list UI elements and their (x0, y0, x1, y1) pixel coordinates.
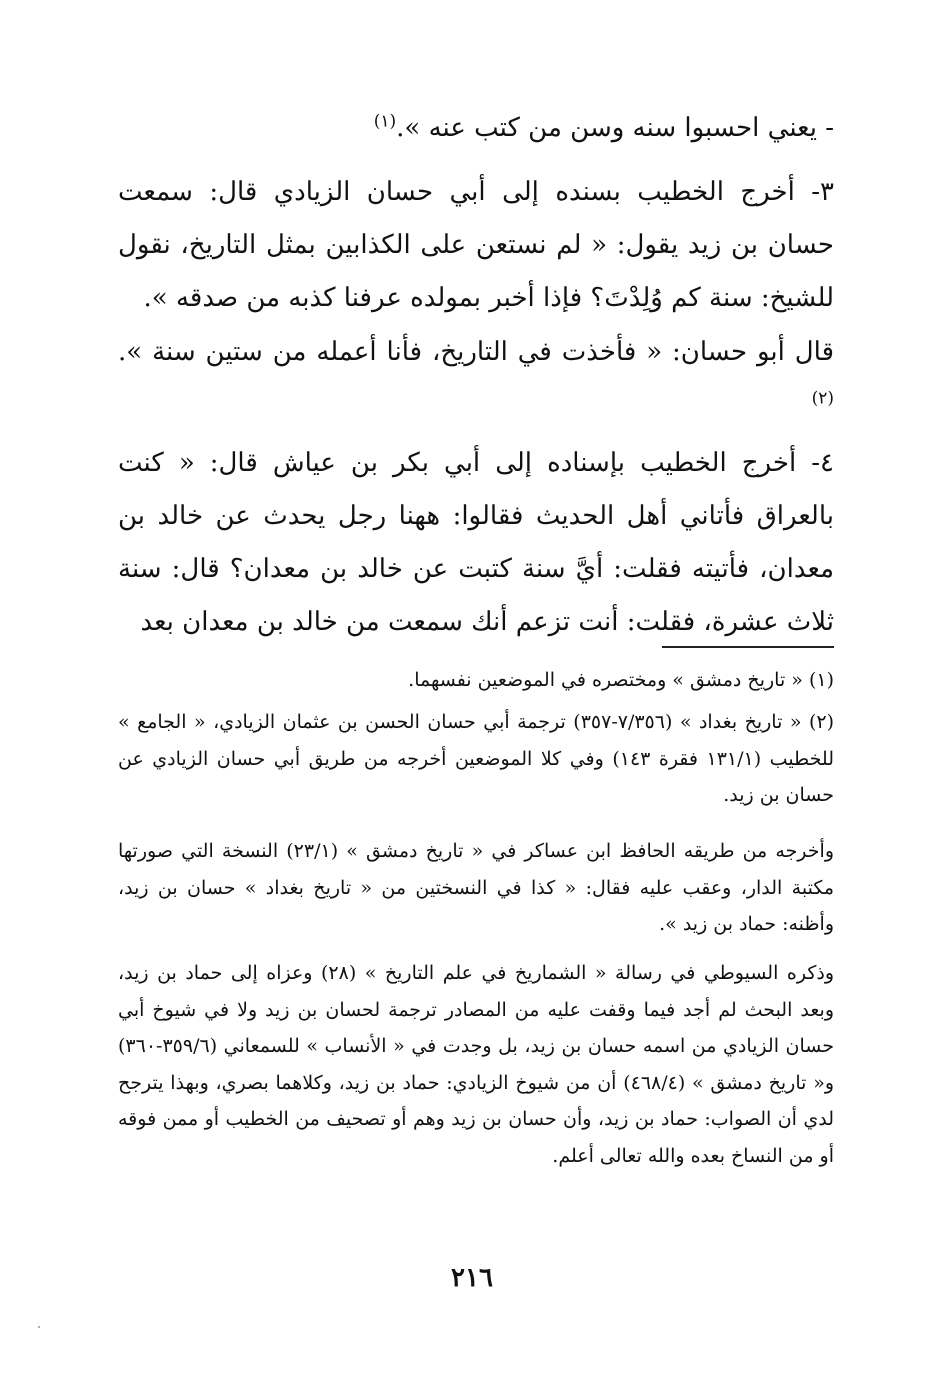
footnote-ref-2: (٢) (811, 388, 834, 409)
p3-text: ٤- أخرج الخطيب بإسناده إلى أبي بكر بن عياش قال: « كنت بالعراق فأتاني أهل الحديث فقالوا: ههنا رجل يحدث عن خالد بن معدان، فأتيته فقلت: أيَّ سنة كتبت عن خالد بن معدان؟ قال: سنة ثلاث عشرة، فقلت: أنت تزعم أنك سمعت من خالد بن معدان بعد (118, 448, 834, 637)
scan-speck (38, 1326, 40, 1328)
footnote-2-cont-b (118, 955, 834, 1174)
main-text-p1 (118, 166, 834, 325)
footnote-4-text: وذكره السيوطي في رسالة « الشماريخ في علم التاريخ » (٢٨) وعزاه إلى حماد بن زيد، وبعد البحث لم أجد فيما وقفت عليه من المصادر ترجمة لحسان بن زيد ولا في شيوخ أبي حسان الزيادي من اسمه حسان بن زيد، بل وجدت في « الأنساب » للسمعاني (٣٥٩/٦-٣٦٠) و« تاريخ دمشق » (٤٦٨/٤) أن من شيوخ الزيادي: حماد بن زيد، وكلاهما بصري، وبهذا يترجح لدي أن الصواب: حماد بن زيد، وأن حسان بن زيد وهم أو تصحيف من الخطيب أو ممن فوقه أو من النساخ بعده والله تعالى أعلم. (118, 962, 834, 1167)
footnote-1-text: (١) « تاريخ دمشق » ومختصره في الموضعين نفسهما. (408, 669, 834, 691)
footnote-ref-1: (١) (373, 111, 397, 132)
footnote-3-text: وأخرجه من طريقه الحافظ ابن عساكر في « تاريخ دمشق » (٢٣/١) النسخة التي صورتها مكتبة الدار، وعقب عليه فقال: « كذا في النسختين من « تاريخ بغداد » حسان بن زيد، وأظنه: حماد بن زيد ». (118, 840, 834, 935)
p0-text: - يعني احسبوا سنه وسن من كتب عنه ». (396, 113, 834, 143)
main-text-p2 (118, 326, 834, 432)
p2-text: قال أبو حسان: « فأخذت في التاريخ، فأنا أعمله من ستين سنة ». (118, 337, 834, 367)
footnote-separator (662, 646, 834, 648)
page-number: ٢١٦ (451, 1263, 493, 1293)
main-text-p3 (118, 437, 834, 649)
footnote-1 (118, 662, 834, 699)
footnote-2-cont-a (118, 833, 834, 943)
footnote-2-text: (٢) « تاريخ بغداد » (٧/٣٥٦-٣٥٧) ترجمة أبي حسان الحسن بن عثمان الزيادي، « الجامع » للخطيب (١٣١/١ فقرة ١٤٣) وفي كلا الموضعين أخرجه من طريق أبي حسان الزيادي عن حسان بن زيد. (118, 711, 834, 806)
main-text-p0 (118, 102, 834, 155)
p1-text: ٣- أخرج الخطيب بسنده إلى أبي حسان الزيادي قال: سمعت حسان بن زيد يقول: « لم نستعن على الكذابين بمثل التاريخ، نقول للشيخ: سنة كم وُلِدْتَ؟ فإذا أخبر بمولده عرفنا كذبه من صدقه ». (118, 177, 834, 313)
footnote-2 (118, 704, 834, 814)
